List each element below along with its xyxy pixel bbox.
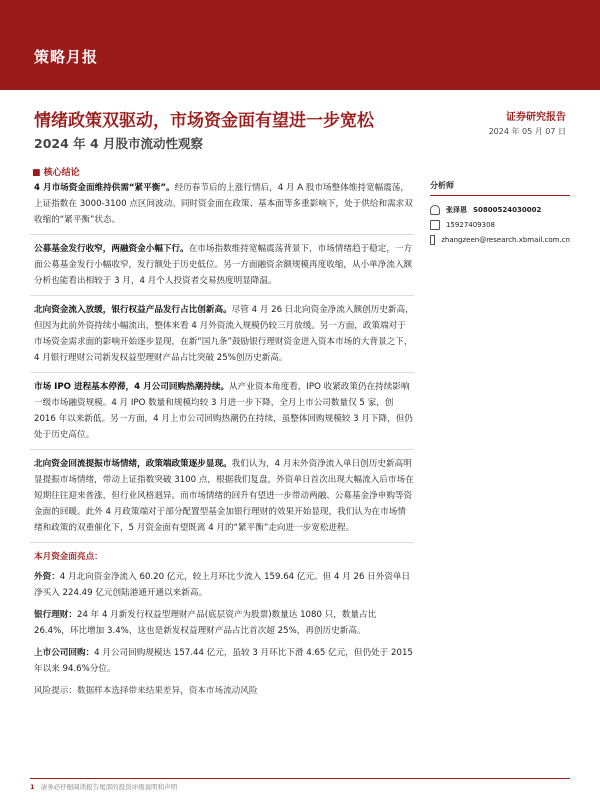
analyst-email-row [430,232,570,247]
report-type: 证券研究报告 [506,112,566,123]
person-icon [430,205,440,215]
highlights-heading: 本月资金面亮点： [34,552,103,562]
header-bar [0,0,600,90]
analyst-email[interactable]: zhangzeen@research.xbmail.com.cn [441,235,570,244]
bullet-icon: ■ [32,168,44,178]
report-date: 2024 年 05 月 07 日 [488,127,566,136]
highlight-item: 银行理财：24 年 4 月新发行权益型理财产品(底层资产为股票)数量达 1080 只，数量占比 26.4%，环比增加 3.4%，这也是新发权益理财产品占比首次超 25%，再创历史新高。 [34,610,377,636]
analyst-phone: 15927409308 [446,220,495,229]
paragraph: 4 月市场资金面维持供需“紧平衡”。经历春节后的上涨行情后，4 月 A 股市场整体维持宽幅震荡，上证指数在 3000-3100 点区间波动。同时资金面在政策、基本面等多重影响下，处于供给和需求双收缩的“紧平衡”状态。 [30,180,414,235]
analyst-heading: 分析师 [430,180,570,196]
footer [30,778,570,791]
section-heading: ■ 核心结论 [32,168,80,178]
highlight-item: 上市公司回购：4 月公司回购规模达 157.44 亿元，虽较 3 月环比下滑 4.65 亿元，但仍处于 2015 年以来 94.6%分位。 [34,648,413,674]
report-title: 情绪政策双驱动，市场资金面有望进一步宽松 [34,111,374,131]
footer-disclaimer: 请务必仔细阅读报告尾部的投资评级说明和声明 [40,783,178,791]
paragraph: 公募基金发行收窄，两融资金小幅下行。在市场指数维持宽幅震荡背景下，市场情绪趋于稳定，一方面公募基金发行小幅收窄，发行额处于历史低位。另一方面融资余额规模再度收缩，从小单净流入额分析也能看出相较于 3 月，4 月个人投资者交易热度明显降温。 [30,241,414,296]
analyst-cert: S0800524030002 [473,205,542,214]
phone-icon [430,220,440,230]
analyst-name: 张泽恩 [446,205,467,214]
main-content [30,180,414,699]
analyst-name-row [430,202,570,217]
analyst-box [430,180,570,247]
paragraph: 市场 IPO 进程基本停滞，4 月公司回购热潮持续。从产业资本角度看，IPO 收紧政策仍在持续影响一级市场融资规模。4 月 IPO 数量和规模均较 3 月进一步下降，全月上市公司数量仅 5 家，创 2016 年以来新低。另一方面，4 月上市公司回购热潮仍在持续，虽整体回购规模较 3 月下降，但仍处于历史高位。 [30,379,414,450]
paragraph: 北向资金流入放缓，银行权益产品发行占比创新高。尽管 4 月 26 日北向资金净流入额创历史新高，但因为此前外资持续小幅流出，整体来看 4 月外资流入规模仍较三月放缓。另一方面，政策端对于市场资金需求面的影响开始逐步显现，在新“国九条”鼓励银行理财资金进入资本市场的大背景之下，4 月银行理财公司新发权益型理财产品占比突破 25%创历史新高。 [30,302,414,373]
report-subtitle: 2024 年 4 月股市流动性观察 [34,136,204,151]
risk-warning: 风险提示：数据样本选择带来结果差异，资本市场流动风险 [34,686,258,696]
paragraph: 北向资金回流提振市场情绪，政策端政策逐步显现。我们认为，4 月末外资净流入单日创历史新高明显提振市场情绪，带动上证指数突破 3100 点，根据我们复盘，外资单日首次出现大幅流入后市场在短期往往迎来普涨，但行业风格迥异。而市场情绪的回升有望进一步带动两融、公募基金净申购等资金面的回暖。此外 4 月政策端对于部分配置型基金加银行理财的效果开始显现，我们认为在市场情绪和政策的双重催化下，5 月资金面有望既离 4 月的“紧平衡”走向进一步宽松进程。 [30,456,414,543]
analyst-phone-row [430,217,570,232]
highlight-item: 外资：4 月北向资金净流入 60.20 亿元，较上月环比少流入 159.64 亿元。但 4 月 26 日外资单日净买入 224.49 亿元创陆港通开通以来新高。 [34,572,411,598]
mail-icon [430,235,435,245]
report-category-title: 策略月报 [34,48,99,66]
page-number: 1 [30,783,35,791]
